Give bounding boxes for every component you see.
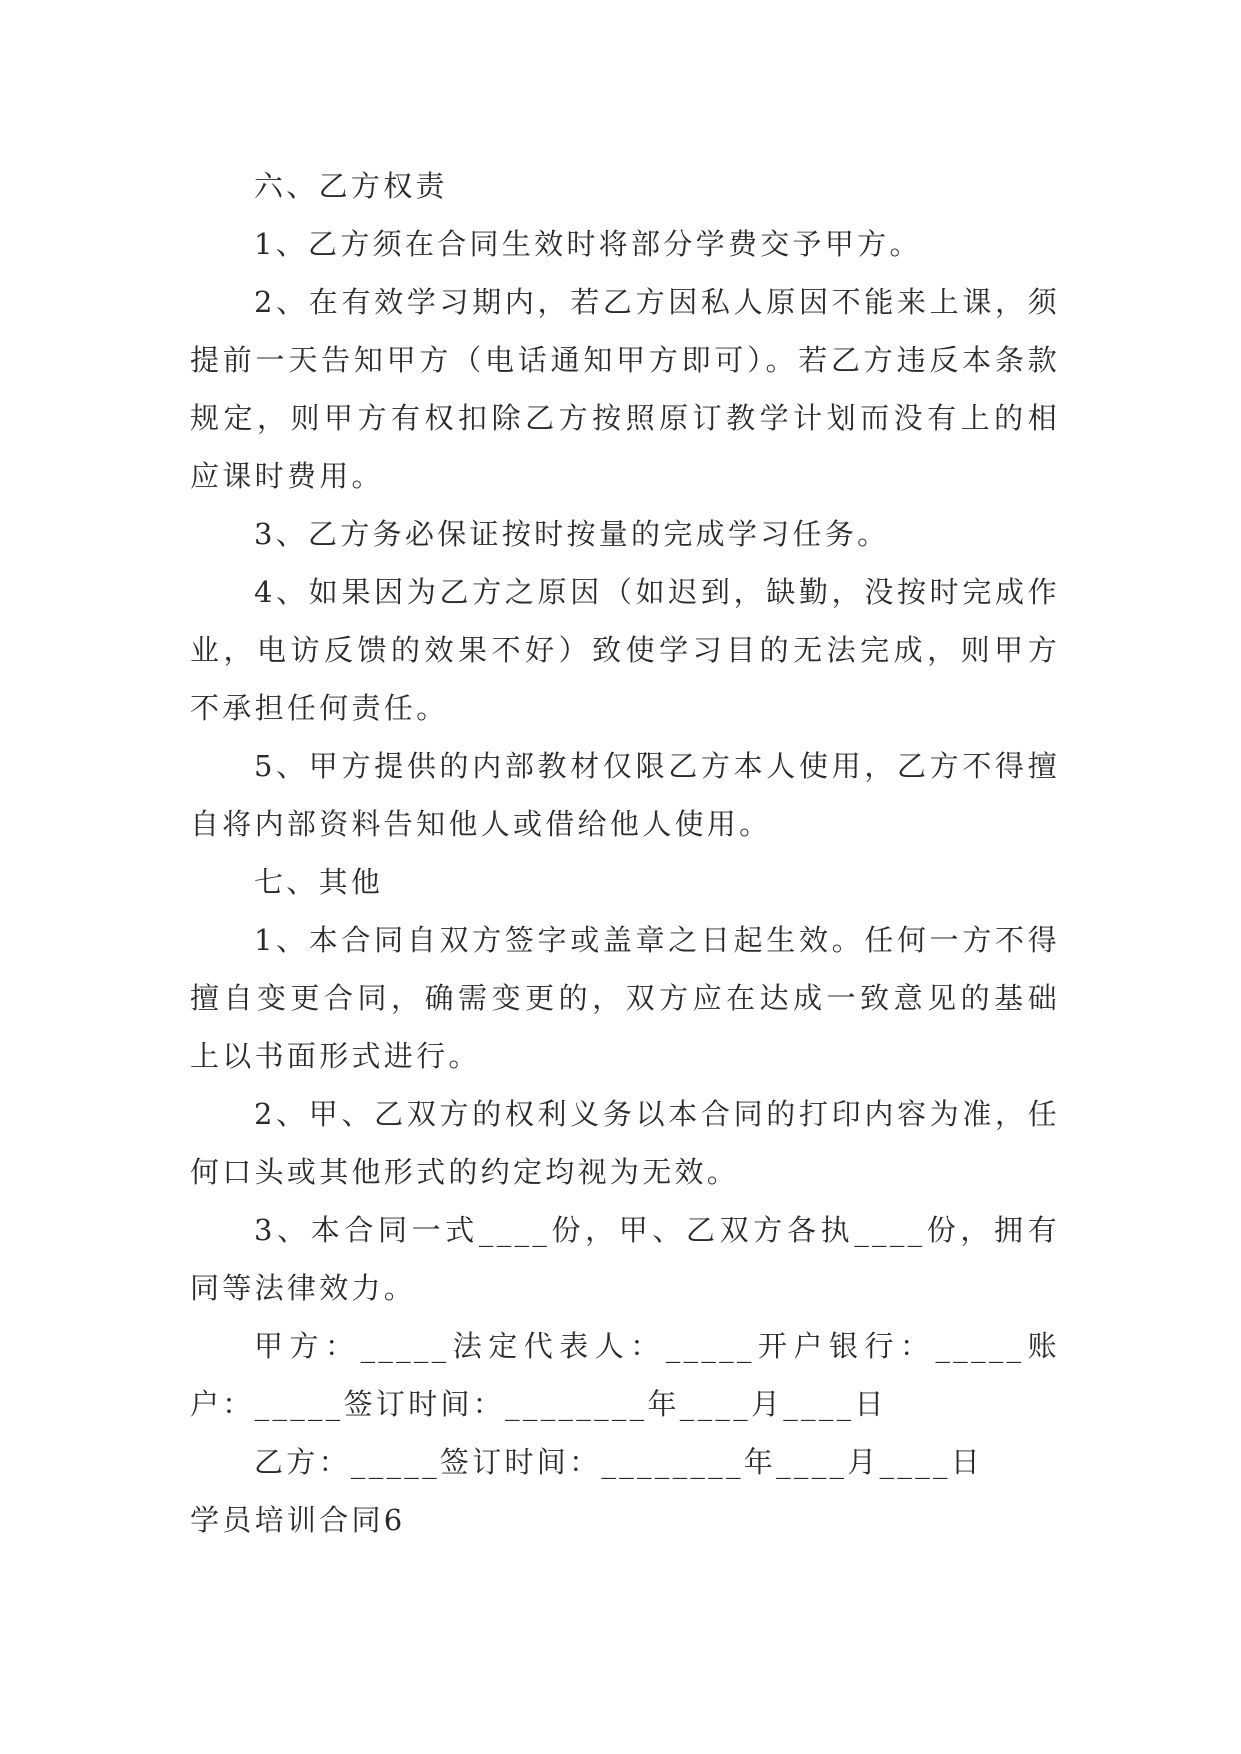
clause-b-4: 4、如果因为乙方之原因（如迟到，缺勤，没按时完成作业，电访反馈的效果不好）致使学习目的无法完成，则甲方不承担任何责任。	[190, 575, 1060, 725]
party-a-signature-block: 甲方：_____法定代表人：_____开户银行：_____账户：_____签订时间：________年____月____日	[190, 1329, 1060, 1421]
clause-b-5: 5、甲方提供的内部教材仅限乙方本人使用，乙方不得擅自将内部资料告知他人或借给他人使用。	[190, 749, 1060, 841]
clause-b-2: 2、在有效学习期内，若乙方因私人原因不能来上课，须提前一天告知甲方（电话通知甲方即可）。若乙方违反本条款规定，则甲方有权扣除乙方按照原订教学计划而没有上的相应课时费用。	[190, 285, 1060, 493]
clause-b-1: 1、乙方须在合同生效时将部分学费交予甲方。	[254, 227, 922, 261]
section-heading-party-b-rights: 六、乙方权责	[254, 169, 448, 203]
document-body	[190, 157, 1060, 1549]
clause-b-3: 3、乙方务必保证按时按量的完成学习任务。	[254, 517, 890, 551]
section-heading-other: 七、其他	[254, 865, 384, 899]
party-b-signature-block: 乙方：_____签订时间：________年____月____日	[254, 1445, 984, 1479]
clause-other-2: 2、甲、乙双方的权利义务以本合同的打印内容为准，任何口头或其他形式的约定均视为无效。	[190, 1097, 1060, 1189]
clause-other-3: 3、本合同一式____份，甲、乙双方各执____份，拥有同等法律效力。	[190, 1213, 1060, 1305]
clause-other-1: 1、本合同自双方签字或盖章之日起生效。任何一方不得擅自变更合同，确需变更的，双方应在达成一致意见的基础上以书面形式进行。	[190, 923, 1060, 1073]
next-document-title: 学员培训合同6	[190, 1503, 406, 1537]
